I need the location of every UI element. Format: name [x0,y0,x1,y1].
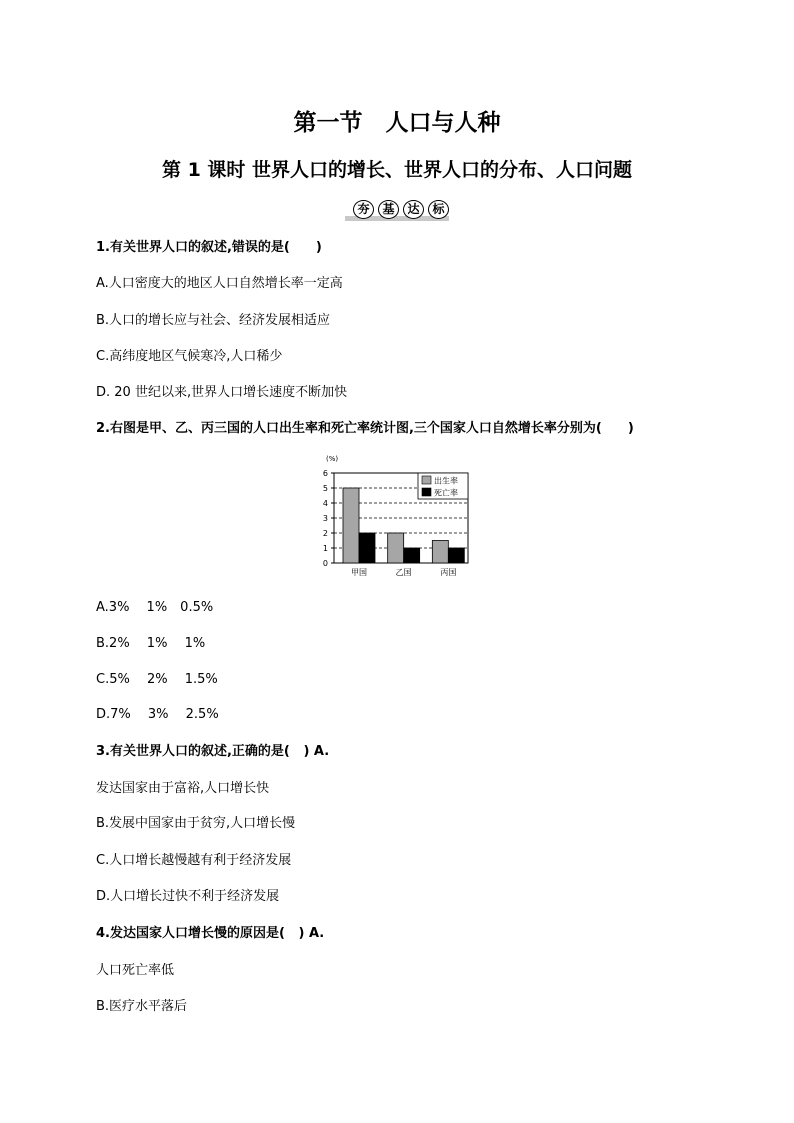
question-3-option-a: 发达国家由于富裕,人口增长快 [96,781,270,796]
question-1-stem: 1.有关世界人口的叙述,错误的是( ) [96,240,322,255]
y-tick-label: 5 [322,484,328,493]
bar-死亡率 [404,548,420,563]
question-1-option-d: D. 20 世纪以来,世界人口增长速度不断加快 [96,385,348,400]
bar-出生率 [388,533,404,563]
question-2-option-a: A.3% 1% 0.5% [96,600,214,615]
lesson-subtitle: 第 1 课时 世界人口的增长、世界人口的分布、人口问题 [161,159,633,181]
question-2-option-c: C.5% 2% 1.5% [96,672,218,687]
question-3-stem: 3.有关世界人口的叙述,正确的是( ) A. [96,744,330,759]
section-badge [345,199,449,223]
y-axis-label: (%) [326,455,339,463]
question-3-option-c: C.人口增长越慢越有利于经济发展 [96,853,292,868]
question-4-stem: 4.发达国家人口增长慢的原因是( ) A. [96,926,325,941]
badge-char: 夯 [353,200,374,219]
question-3-option-b: B.发展中国家由于贫穷,人口增长慢 [96,816,296,831]
y-tick-label: 4 [322,499,328,508]
legend-label: 死亡率 [434,488,458,498]
x-tick-label: 甲国 [351,568,367,577]
x-tick-label: 乙国 [395,568,412,577]
question-1-option-b: B.人口的增长应与社会、经济发展相适应 [96,313,331,328]
y-tick-label: 6 [322,469,328,478]
question-3-option-d: D.人口增长过快不利于经济发展 [96,889,280,904]
badge-char: 达 [403,200,424,219]
legend-swatch [422,476,431,484]
x-tick-label: 丙国 [440,568,457,577]
question-1-option-c: C.高纬度地区气候寒冷,人口稀少 [96,349,283,364]
badge-char: 标 [428,200,449,219]
question-2-option-b: B.2% 1% 1% [96,636,206,651]
birth-death-rate-chart [318,452,478,582]
page-title: 第一节 人口与人种 [293,110,501,136]
legend-label: 出生率 [434,476,458,486]
bar-出生率 [432,541,448,564]
bar-死亡率 [448,548,464,563]
y-tick-label: 2 [322,529,328,538]
y-tick-label: 1 [322,544,328,553]
bar-出生率 [343,488,359,563]
y-tick-label: 0 [322,559,328,568]
legend-swatch [422,488,431,496]
y-tick-label: 3 [322,514,328,523]
question-1-option-a: A.人口密度大的地区人口自然增长率一定高 [96,276,343,291]
question-4-option-a: 人口死亡率低 [96,963,175,978]
question-4-option-b: B.医疗水平落后 [96,999,188,1014]
bar-死亡率 [359,533,375,563]
question-2-option-d: D.7% 3% 2.5% [96,707,219,722]
badge-char: 基 [378,200,399,219]
question-2-stem: 2.右图是甲、乙、丙三国的人口出生率和死亡率统计图,三个国家人口自然增长率分别为( ) [96,421,634,436]
